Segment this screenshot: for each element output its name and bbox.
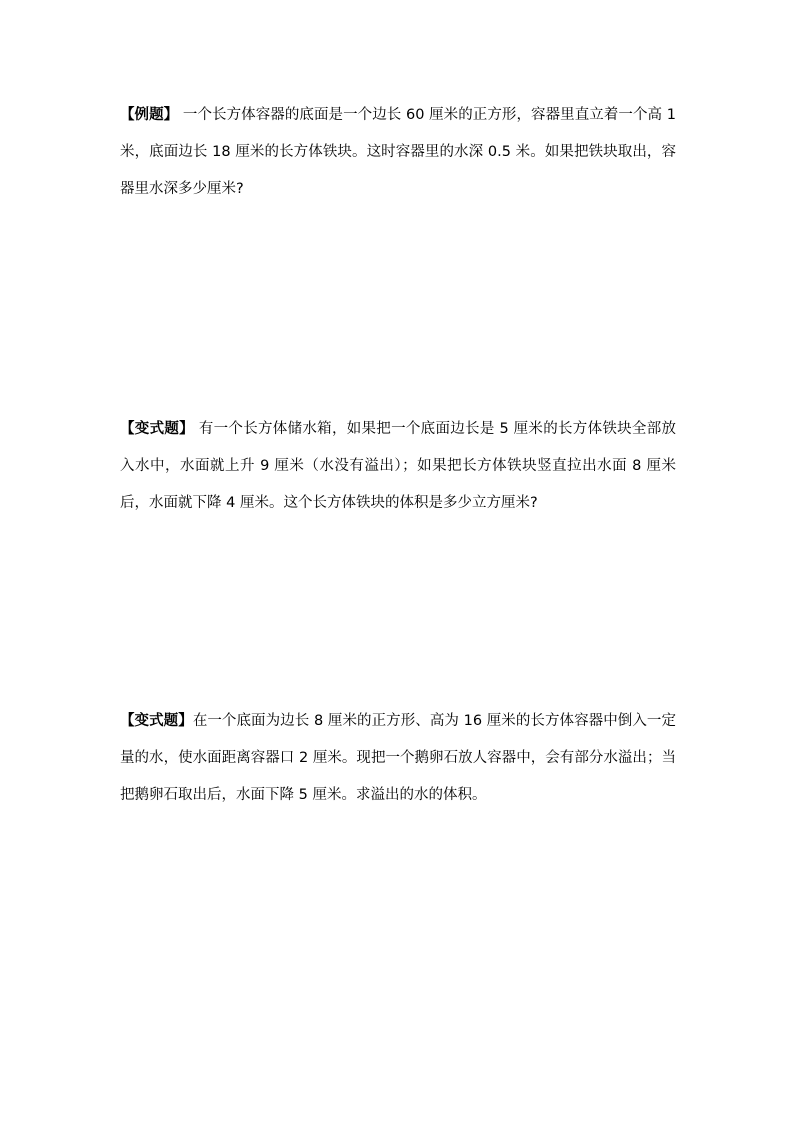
problem-paragraph [120,411,676,522]
problem-text: 有一个长方体储水箱，如果把一个底面边长是 5 厘米的长方体铁块全部放入水中，水面就上升 9 厘米（水没有溢出）；如果把长方体铁块竖直拉出水面 8 厘米后，水面就下降 4 厘米。这个长方体铁块的体积是多少立方厘米? [120,421,677,511]
variant-problem-2 [120,703,676,814]
problem-text: 在一个底面为边长 8 厘米的正方形、高为 16 厘米的长方体容器中倒入一定量的水，使水面距离容器口 2 厘米。现把一个鹅卵石放人容器中，会有部分水溢出；当把鹅卵石取出后，水面下降 5 厘米。求溢出的水的体积。 [120,713,676,803]
variant-problem-1 [120,411,676,522]
problem-paragraph [120,703,676,814]
example-problem [120,97,676,208]
problem-tag: 【例题】 [120,107,179,123]
problem-text: 一个长方体容器的底面是一个边长 60 厘米的正方形，容器里直立着一个高 1 米，底面边长 18 厘米的长方体铁块。这时容器里的水深 0.5 米。如果把铁块取出，容器里水深多少厘米? [120,107,676,197]
problem-tag: 【变式题】 [120,421,194,437]
problem-paragraph [120,97,676,208]
problem-tag: 【变式题】 [120,713,193,729]
